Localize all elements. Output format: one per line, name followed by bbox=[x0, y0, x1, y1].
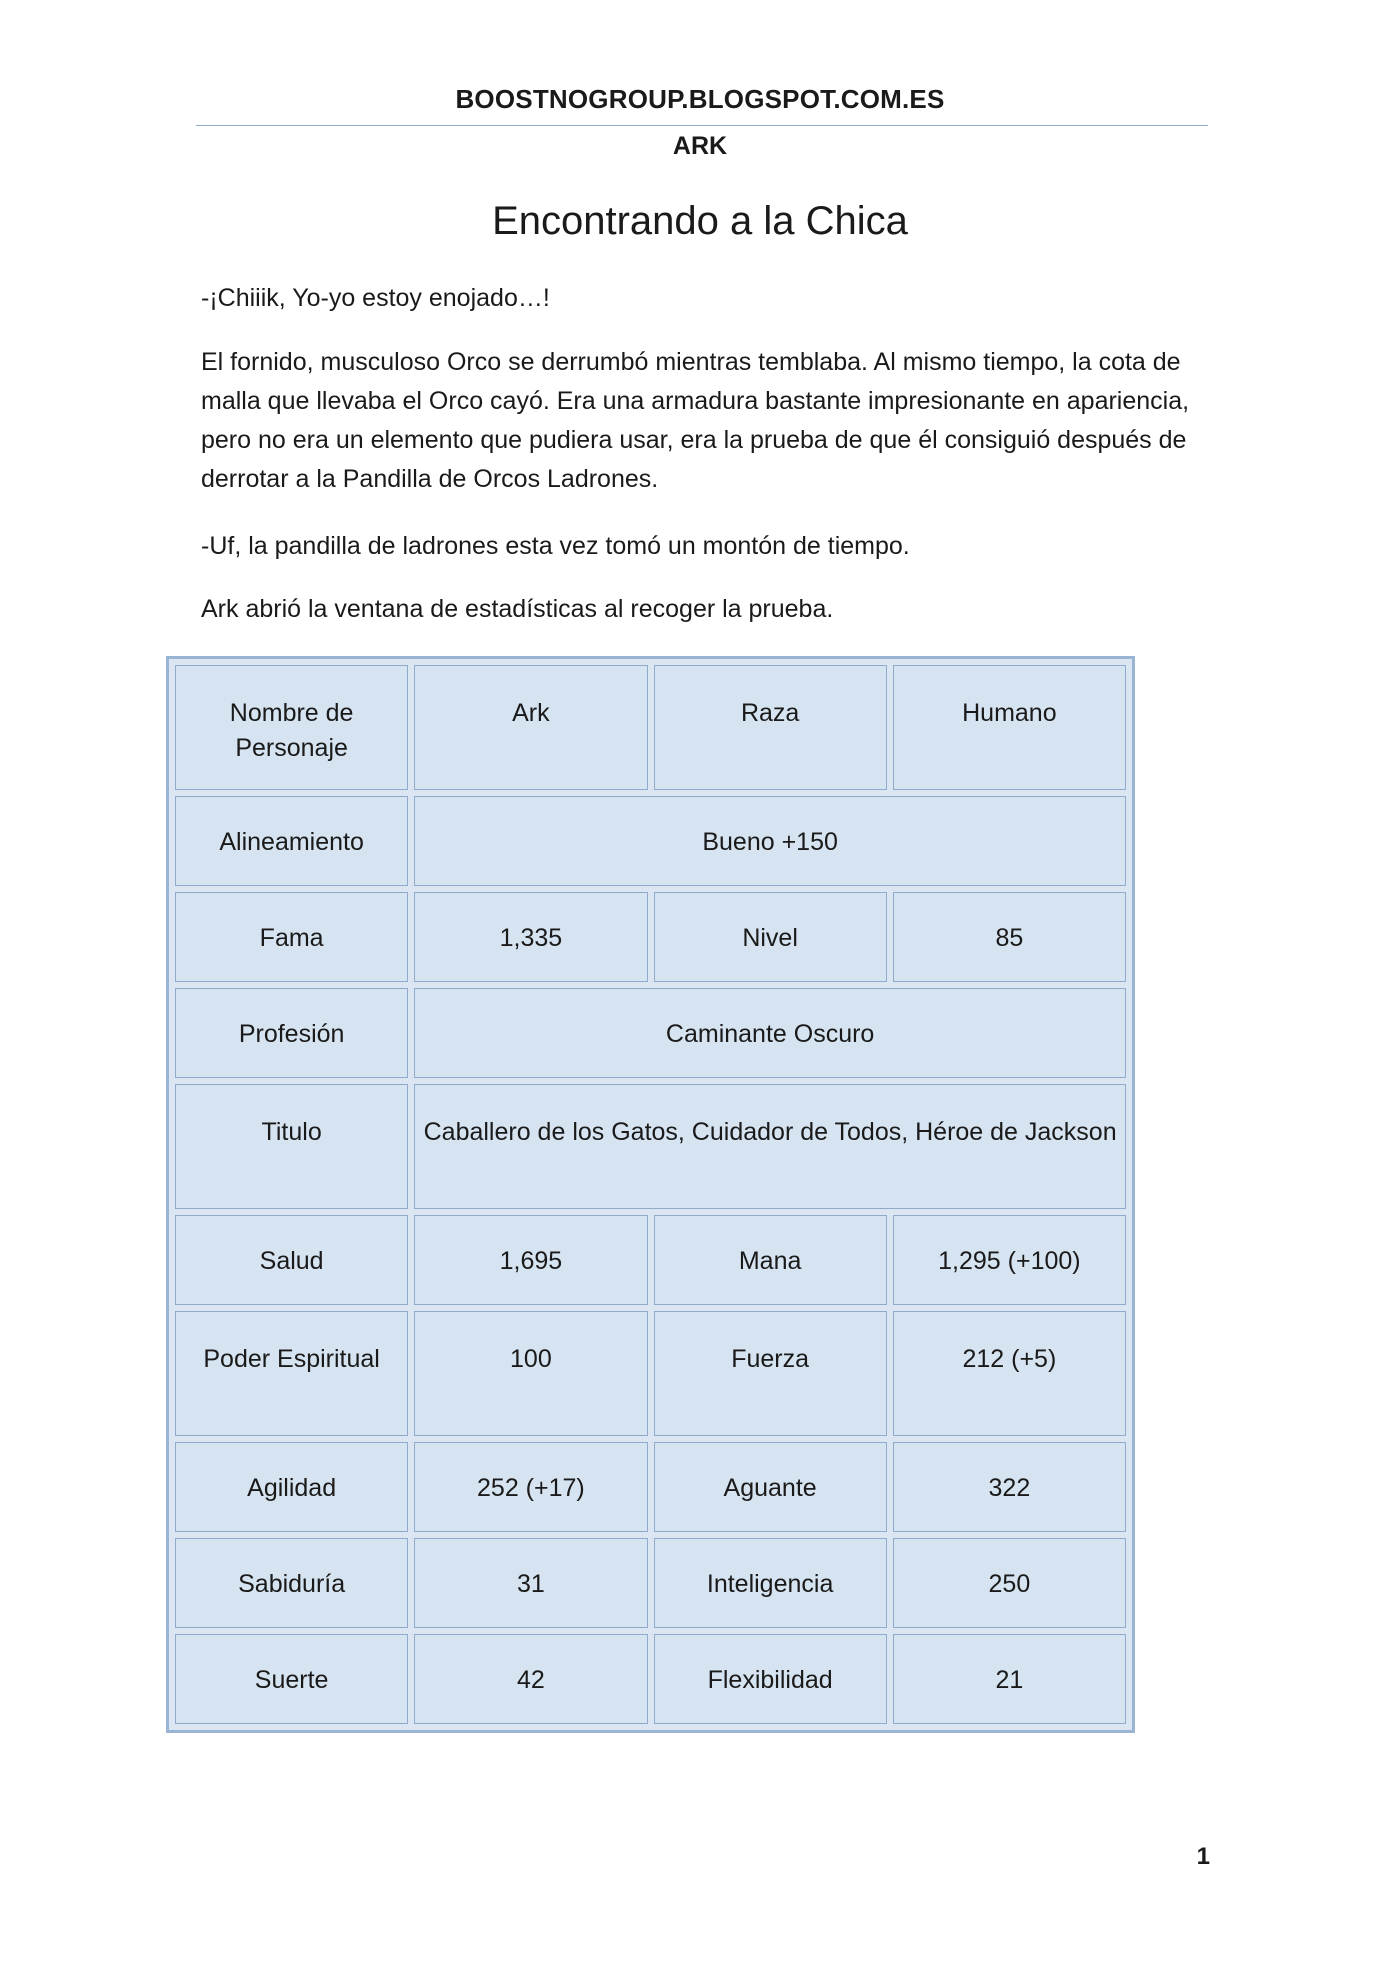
stat-label-race: Raza bbox=[654, 665, 887, 790]
table-row bbox=[175, 1538, 1126, 1628]
stat-label-spirit: Poder Espiritual bbox=[175, 1311, 408, 1436]
table-row bbox=[175, 892, 1126, 982]
stat-label-profession: Profesión bbox=[175, 988, 408, 1078]
stat-value-health: 1,695 bbox=[414, 1215, 647, 1305]
header-book-title: ARK bbox=[672, 132, 728, 160]
stat-label-strength: Fuerza bbox=[654, 1311, 887, 1436]
table-row bbox=[175, 665, 1126, 790]
paragraph-narration-1: El fornido, musculoso Orco se derrumbó mientras temblaba. Al mismo tiempo, la cota de malla que llevaba el Orco cayó. Era una armadura bastante impresionante en apariencia, pero no era un elemento que pudiera usar, era la prueba de que él consiguió después de derrotar a la Pandilla de Orcos Ladrones. bbox=[201, 348, 1190, 493]
stat-value-agility: 252 (+17) bbox=[414, 1442, 647, 1532]
stat-label-title: Titulo bbox=[175, 1084, 408, 1209]
table-row bbox=[175, 1442, 1126, 1532]
stat-value-wisdom: 31 bbox=[414, 1538, 647, 1628]
paragraph-dialogue-1: -¡Chiiik, Yo-yo estoy enojado…! bbox=[201, 284, 550, 312]
header-divider bbox=[196, 125, 1208, 126]
stat-value-fame: 1,335 bbox=[414, 892, 647, 982]
stat-value-stamina: 322 bbox=[893, 1442, 1126, 1532]
stat-value-alignment: Bueno +150 bbox=[414, 796, 1126, 886]
stat-label-luck: Suerte bbox=[175, 1634, 408, 1724]
chapter-title: Encontrando a la Chica bbox=[492, 199, 908, 243]
stat-label-mana: Mana bbox=[654, 1215, 887, 1305]
stat-label-fame: Fama bbox=[175, 892, 408, 982]
character-stats-table bbox=[166, 656, 1135, 1733]
stat-label-level: Nivel bbox=[654, 892, 887, 982]
stat-value-name: Ark bbox=[414, 665, 647, 790]
stat-value-strength: 212 (+5) bbox=[893, 1311, 1126, 1436]
paragraph-dialogue-2: -Uf, la pandilla de ladrones esta vez tomó un montón de tiempo. bbox=[201, 532, 910, 560]
stat-value-level: 85 bbox=[893, 892, 1126, 982]
stat-label-agility: Agilidad bbox=[175, 1442, 408, 1532]
stat-label-flexibility: Flexibilidad bbox=[654, 1634, 887, 1724]
stat-label-intelligence: Inteligencia bbox=[654, 1538, 887, 1628]
table-row bbox=[175, 1311, 1126, 1436]
table-row bbox=[175, 1634, 1126, 1724]
stat-label-wisdom: Sabiduría bbox=[175, 1538, 408, 1628]
table-row bbox=[175, 796, 1126, 886]
header-site: BOOSTNOGROUP.BLOGSPOT.COM.ES bbox=[455, 84, 945, 114]
table-row bbox=[175, 1084, 1126, 1209]
paragraph-narration-2: Ark abrió la ventana de estadísticas al recoger la prueba. bbox=[201, 595, 834, 623]
stat-value-flexibility: 21 bbox=[893, 1634, 1126, 1724]
stat-label-alignment: Alineamiento bbox=[175, 796, 408, 886]
stat-value-title: Caballero de los Gatos, Cuidador de Todos, Héroe de Jackson bbox=[414, 1084, 1126, 1209]
table-row bbox=[175, 988, 1126, 1078]
stat-value-race: Humano bbox=[893, 665, 1126, 790]
stat-value-luck: 42 bbox=[414, 1634, 647, 1724]
stat-label-stamina: Aguante bbox=[654, 1442, 887, 1532]
stat-value-mana: 1,295 (+100) bbox=[893, 1215, 1126, 1305]
stat-label-health: Salud bbox=[175, 1215, 408, 1305]
stat-value-spirit: 100 bbox=[414, 1311, 647, 1436]
table-row bbox=[175, 1215, 1126, 1305]
stat-value-intelligence: 250 bbox=[893, 1538, 1126, 1628]
page-number: 1 bbox=[1196, 1843, 1210, 1870]
stat-label-name: Nombre de Personaje bbox=[175, 665, 408, 790]
stat-value-profession: Caminante Oscuro bbox=[414, 988, 1126, 1078]
